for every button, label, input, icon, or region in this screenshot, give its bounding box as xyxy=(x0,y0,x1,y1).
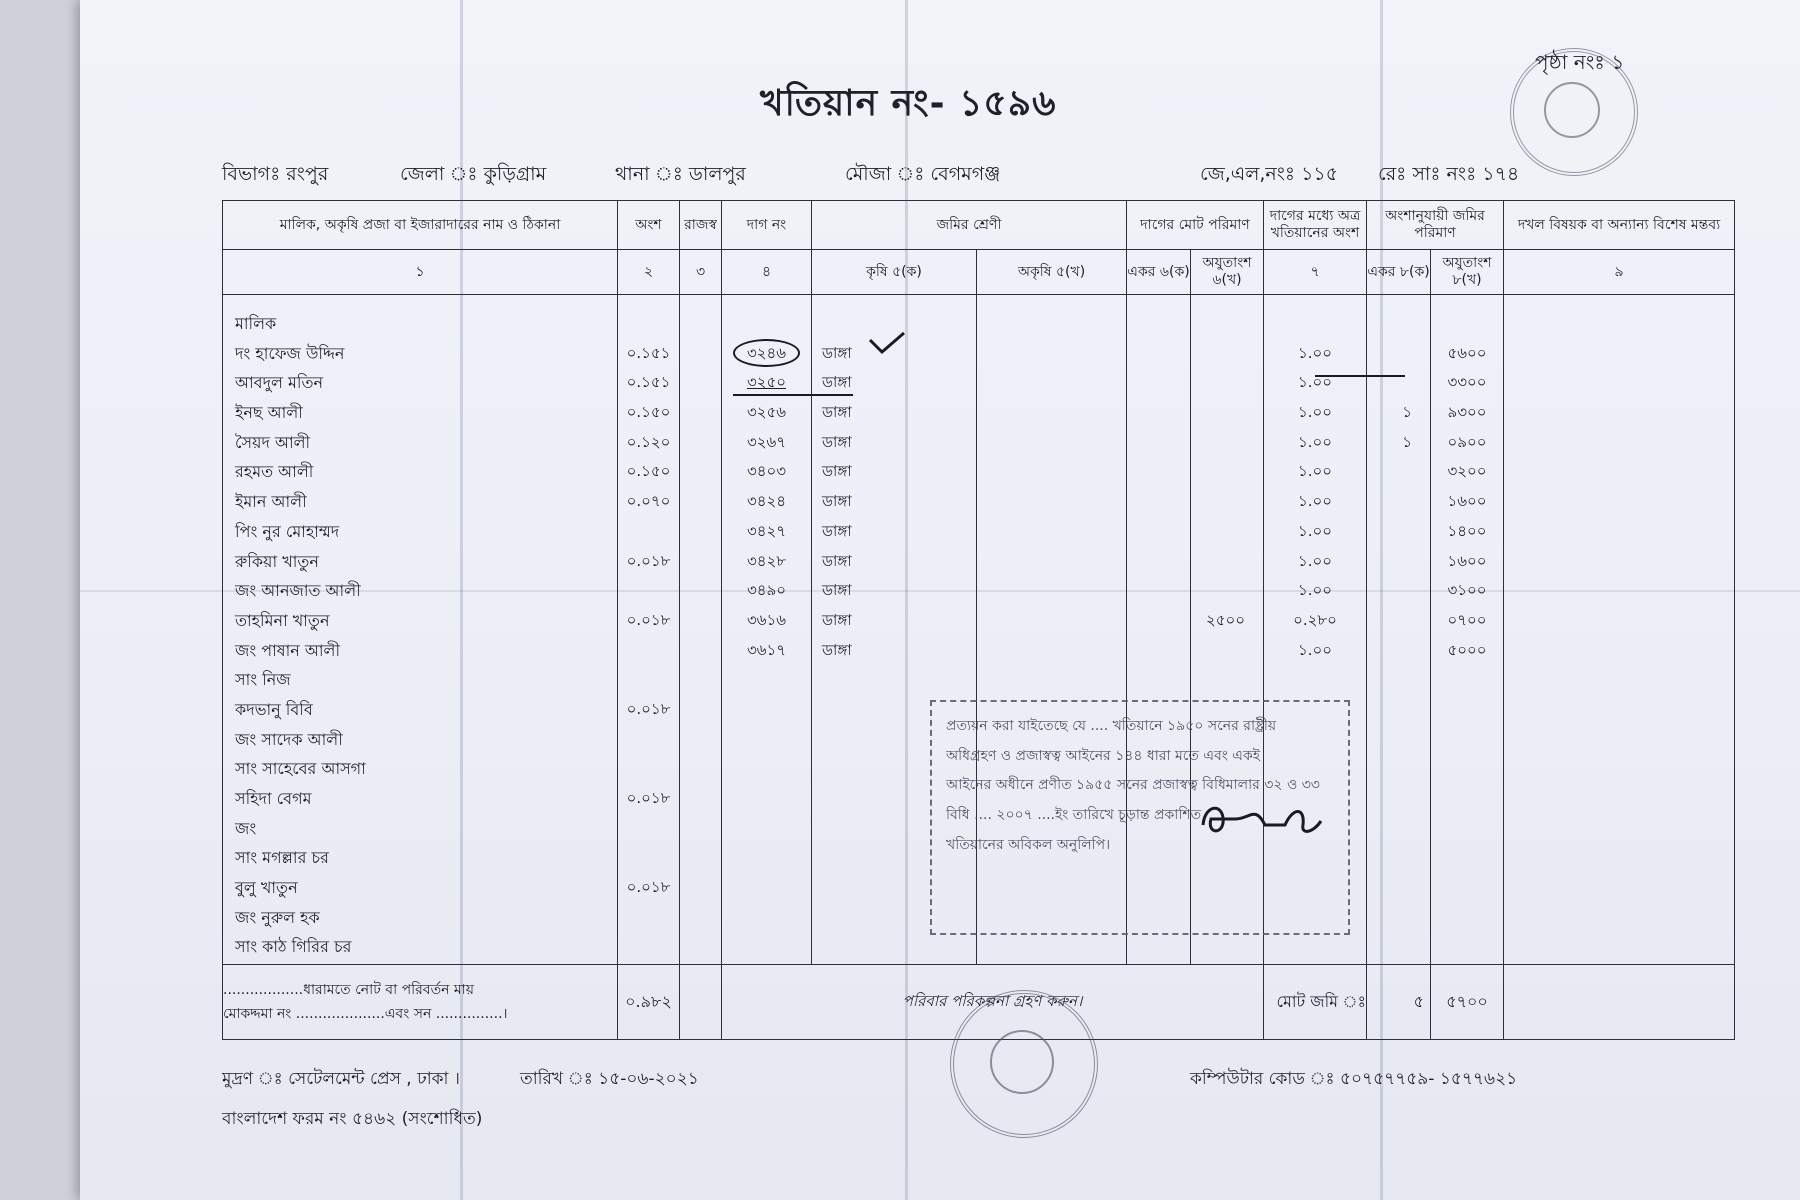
decimal-value: ০৭০০ xyxy=(1447,610,1487,629)
col-revenue: রাজস্ব xyxy=(680,201,722,250)
subcol-krishi: কৃষি ৫(ক) xyxy=(812,250,977,295)
dag-share: ০.২৮০ xyxy=(1293,610,1337,629)
dag-decimal xyxy=(1191,576,1263,606)
owner-line: সাং কাঠ গিরির চর xyxy=(235,937,352,957)
subcol-decimal-8: অযুতাংশ ৮(খ) xyxy=(1431,250,1504,295)
owners-cell xyxy=(223,295,618,965)
land-class: ডাঙ্গা xyxy=(822,373,852,392)
col-owner: মালিক, অকৃষি প্রজা বা ইজারাদারের নাম ও ঠিকানা xyxy=(223,201,618,250)
share-value xyxy=(618,636,679,666)
acre-value xyxy=(1367,457,1430,487)
acre-value xyxy=(1367,576,1430,606)
dag-number: ৩৬১৬ xyxy=(747,610,786,629)
mouza-label: মৌজা ঃ বেগমগঞ্জ xyxy=(845,163,1001,185)
owner-line: জং পাষান আলী xyxy=(235,640,341,660)
share-value xyxy=(618,754,679,784)
form-number: বাংলাদেশ ফরম নং ৫৪৬২ (সংশোধিত) xyxy=(222,1109,483,1129)
shares-cell xyxy=(618,295,680,965)
subcol-4: ৪ xyxy=(722,250,812,295)
owner-line: তাহমিনা খাতুন xyxy=(235,610,330,630)
decimal-value: ১৬০০ xyxy=(1447,551,1487,570)
owner-line: কদভানু বিবি xyxy=(235,699,313,719)
owner-line: জং সাদেক আলী xyxy=(235,729,343,749)
dag-number: ৩৪২৭ xyxy=(747,521,786,540)
decimal-value: ৯৩০০ xyxy=(1447,403,1487,422)
dag-share: ১.০০ xyxy=(1298,462,1333,481)
owner-line: ইমান আলী xyxy=(235,492,307,512)
officer-signature xyxy=(1195,795,1325,840)
dag-number xyxy=(722,309,811,339)
share-value: ০.০১৮ xyxy=(626,699,671,718)
checkmark-icon xyxy=(868,330,906,356)
col-land-class: জমির শ্রেণী xyxy=(812,201,1127,250)
acre8-cell xyxy=(1367,295,1431,965)
share-value: ০.১৫০ xyxy=(626,462,671,481)
computer-code: কম্পিউটার কোড ঃ ৫০৭৫৭৭৫৯- ১৫৭৭৬২১ xyxy=(1190,1069,1518,1089)
dag-decimal xyxy=(1191,487,1263,517)
footer-note xyxy=(223,965,618,1040)
decimal-value: ৩৩০০ xyxy=(1447,373,1487,392)
total-land-label: মোট জমি ঃ xyxy=(1264,965,1367,1040)
stamp-line: আইনের অধীনে প্রণীত ১৯৫৫ সনের প্রজাস্বত্ব বিধিমালার ৩২ ও ৩৩ xyxy=(946,777,1320,794)
land-class: ডাঙ্গা xyxy=(822,551,852,570)
owner-line: মালিক xyxy=(235,314,277,333)
dag-decimal xyxy=(1191,398,1263,428)
dag-share: ১.০০ xyxy=(1298,521,1333,540)
jl-number: জে,এল,নংঃ ১১৫ xyxy=(1200,163,1339,185)
stamp-line: বিধি .... ২০০৭ ....ইং তারিখে চূড়ান্ত প্রকাশিত xyxy=(946,807,1202,824)
share-value xyxy=(618,309,679,339)
acre-value: ১ xyxy=(1402,432,1413,451)
owner-line: রুকিয়া খাতুন xyxy=(235,551,319,571)
decimal-value: ৫৬০০ xyxy=(1447,343,1487,362)
dag-number: ৩৪৯০ xyxy=(747,581,786,600)
dag-decimal: ২৫০০ xyxy=(1206,610,1246,629)
subcol-acre-8: একর ৮(ক) xyxy=(1367,250,1431,295)
owner-line: ইনছ আলী xyxy=(235,403,303,423)
family-planning-slogan: পরিবার পরিকল্পনা গ্রহণ করুন। xyxy=(722,965,1264,1040)
land-class: ডাঙ্গা xyxy=(822,492,852,511)
document-title: খতিয়ান নং- ১৫৯৬ xyxy=(760,83,1057,124)
col-dag-no: দাগ নং xyxy=(722,201,812,250)
subcol-acre-6: একর ৬(ক) xyxy=(1127,250,1191,295)
subcol-9: ৯ xyxy=(1504,250,1735,295)
dag-share: ১.০০ xyxy=(1298,581,1333,600)
owner-line: দং হাফেজ উদ্দিন xyxy=(235,343,345,363)
land-class: ডাঙ্গা xyxy=(822,521,852,540)
dag-decimal xyxy=(1191,517,1263,547)
dag-decimal xyxy=(1191,636,1263,666)
share-value: ০.০১৮ xyxy=(626,789,671,807)
share-value xyxy=(618,903,679,933)
col-dag-share: দাগের মধ্যে অত্র খতিয়ানের অংশ xyxy=(1264,201,1367,250)
owner-line: জং আনজাত আলী xyxy=(235,581,361,601)
owner-line: জং xyxy=(235,818,257,838)
dag-number: ৩২৫৬ xyxy=(747,403,786,422)
share-value xyxy=(618,517,679,547)
dag-number: ৩৬১৭ xyxy=(747,640,786,659)
stamp-line: প্রত্যয়ন করা যাইতেছে যে .... খতিয়ানে ১৯৫০ সনের রাষ্ট্রীয় xyxy=(946,718,1277,734)
share-value xyxy=(618,725,679,755)
decimal-value: ৩১০০ xyxy=(1447,581,1487,600)
col-remarks: দখল বিষয়ক বা অন্যান্য বিশেষ মন্তব্য xyxy=(1504,201,1735,250)
dag-number: ৩২৫০ xyxy=(747,373,786,392)
stamp-line: অধিগ্রহণ ও প্রজাস্বত্ব আইনের ১৪৪ ধারা মতে এবং একই xyxy=(946,747,1261,764)
owner-line: জং নুরুল হক xyxy=(235,907,320,927)
decimal-value: ৫০০০ xyxy=(1447,640,1487,659)
remarks-cell xyxy=(1504,295,1735,965)
acre-value xyxy=(1367,636,1430,666)
decimal-value xyxy=(1431,309,1503,339)
dag-number: ৩৪০৩ xyxy=(747,462,786,481)
footer-empty xyxy=(680,965,722,1040)
acre-value xyxy=(1367,547,1430,577)
thana-label: থানা ঃ ডালপুর xyxy=(615,163,746,185)
share-value: ০.০৭০ xyxy=(626,492,671,511)
footer-remarks xyxy=(1504,965,1735,1040)
subcol-2: ২ xyxy=(618,250,680,295)
dag-number xyxy=(722,339,811,369)
acre-value xyxy=(1367,339,1430,369)
owner-line: পিং নুর মোহাম্মদ xyxy=(235,521,340,541)
division-label: বিভাগঃ রংপুর xyxy=(222,163,329,185)
acre-value: ১ xyxy=(1402,403,1413,422)
owner-line: সাং মগল্লার চর xyxy=(235,848,329,868)
land-class: ডাঙ্গা xyxy=(822,640,852,659)
subcol-okrishi: অকৃষি ৫(খ) xyxy=(977,250,1127,295)
page-number: পৃষ্ঠা নংঃ ১ xyxy=(1535,50,1625,74)
share-value xyxy=(618,932,679,962)
decimal-value: ৩২০০ xyxy=(1447,462,1487,481)
press-label: মুদ্রণ ঃ সেটেলমেন্ট প্রেস , ঢাকা । xyxy=(222,1069,460,1089)
decimal8-cell xyxy=(1431,295,1504,965)
share-value: ০.০১৮ xyxy=(626,610,671,629)
dag-share xyxy=(1264,309,1366,339)
dag-number: ৩৪২৮ xyxy=(747,551,786,570)
col-dag-total: দাগের মোট পরিমাণ xyxy=(1127,201,1264,250)
footer-note-line1: ..................ধারামতে নোট বা পরিবর্তন মায় xyxy=(223,982,474,998)
share-value xyxy=(618,576,679,606)
owner-line: রহমত আলী xyxy=(235,462,314,482)
share-value: ০.০১৮ xyxy=(626,878,671,897)
owner-line: সাং সাহেবের আসগা xyxy=(235,759,366,779)
stamp-line: খতিয়ানের অবিকল অনুলিপি। xyxy=(946,836,1111,853)
share-value xyxy=(618,843,679,873)
dag-number: ৩২৬৭ xyxy=(746,432,786,451)
total-decimal: ৫৭০০ xyxy=(1431,965,1504,1040)
land-class: ডাঙ্গা xyxy=(822,462,852,481)
dag-share: ১.০০ xyxy=(1298,373,1333,392)
settlement-press-seal xyxy=(950,990,1098,1138)
share-value: ০.১২০ xyxy=(626,432,671,451)
register-number: রেঃ সাঃ নংঃ ১৭৪ xyxy=(1378,163,1520,185)
total-acre: ৫ xyxy=(1367,965,1431,1040)
district-label: জেলা ঃ কুড়িগ্রাম xyxy=(400,163,547,185)
land-class: ডাঙ্গা xyxy=(822,581,852,600)
dag-decimal xyxy=(1191,457,1263,487)
dag-decimal xyxy=(1191,339,1263,369)
share-total: ০.৯৮২ xyxy=(618,965,680,1040)
dag-share: ১.০০ xyxy=(1298,432,1333,451)
land-class: ডাঙ্গা xyxy=(822,610,852,629)
share-value: ০.১৫১ xyxy=(626,343,671,362)
dag-decimal xyxy=(1191,309,1263,339)
subcol-3: ৩ xyxy=(680,250,722,295)
dag-share: ১.০০ xyxy=(1298,403,1333,422)
dag-decimal xyxy=(1191,547,1263,577)
owner-line: সহিদা বেগম xyxy=(235,789,312,808)
share-value: ০.১৫১ xyxy=(626,373,671,392)
dag-share: ১.০০ xyxy=(1298,640,1333,659)
print-date: তারিখ ঃ ১৫-০৬-২০২১ xyxy=(520,1069,699,1089)
share-value: ০.০১৮ xyxy=(626,551,671,570)
decimal-value: ০৯০০ xyxy=(1447,432,1487,451)
handwritten-underline xyxy=(733,392,853,398)
share-value xyxy=(618,665,679,695)
owner-line: সাং নিজ xyxy=(235,670,291,690)
dag-decimal xyxy=(1191,428,1263,458)
subcol-decimal-6: অযুতাংশ ৬(খ) xyxy=(1191,250,1264,295)
subcol-7: ৭ xyxy=(1264,250,1367,295)
handwritten-dash xyxy=(1315,373,1405,379)
decimal-value: ১৪০০ xyxy=(1447,521,1487,540)
subcol-1: ১ xyxy=(223,250,618,295)
land-class: ডাঙ্গা xyxy=(822,432,852,451)
dag-decimal xyxy=(1191,368,1263,398)
dag-share: ১.০০ xyxy=(1298,343,1333,362)
owner-line: আবদুল মতিন xyxy=(235,373,323,393)
acre-value xyxy=(1367,487,1430,517)
col-proportional: অংশানুযায়ী জমির পরিমাণ xyxy=(1367,201,1504,250)
land-class: ডাঙ্গা xyxy=(822,343,852,362)
acre-value xyxy=(1367,606,1430,636)
circled-dag-number: ৩২৪৬ xyxy=(733,339,800,367)
col-share: অংশ xyxy=(618,201,680,250)
dag-share: ১.০০ xyxy=(1298,551,1333,570)
decimal-value: ১৬০০ xyxy=(1447,492,1487,511)
dag-number: ৩৪২৪ xyxy=(747,492,786,511)
dag-share: ১.০০ xyxy=(1298,492,1333,511)
revenue-cell xyxy=(680,295,722,965)
land-class: ডাঙ্গা xyxy=(822,403,852,422)
share-value: ০.১৫০ xyxy=(626,403,671,422)
acre-value xyxy=(1367,517,1430,547)
share-value xyxy=(618,814,679,844)
acre-value xyxy=(1367,309,1430,339)
footer-note-line2: মোকদ্দমা নং ....................এবং সন ...............। xyxy=(223,1006,508,1022)
owner-line: বুলু খাতুন xyxy=(235,878,298,898)
owner-line: সৈয়দ আলী xyxy=(235,432,311,452)
